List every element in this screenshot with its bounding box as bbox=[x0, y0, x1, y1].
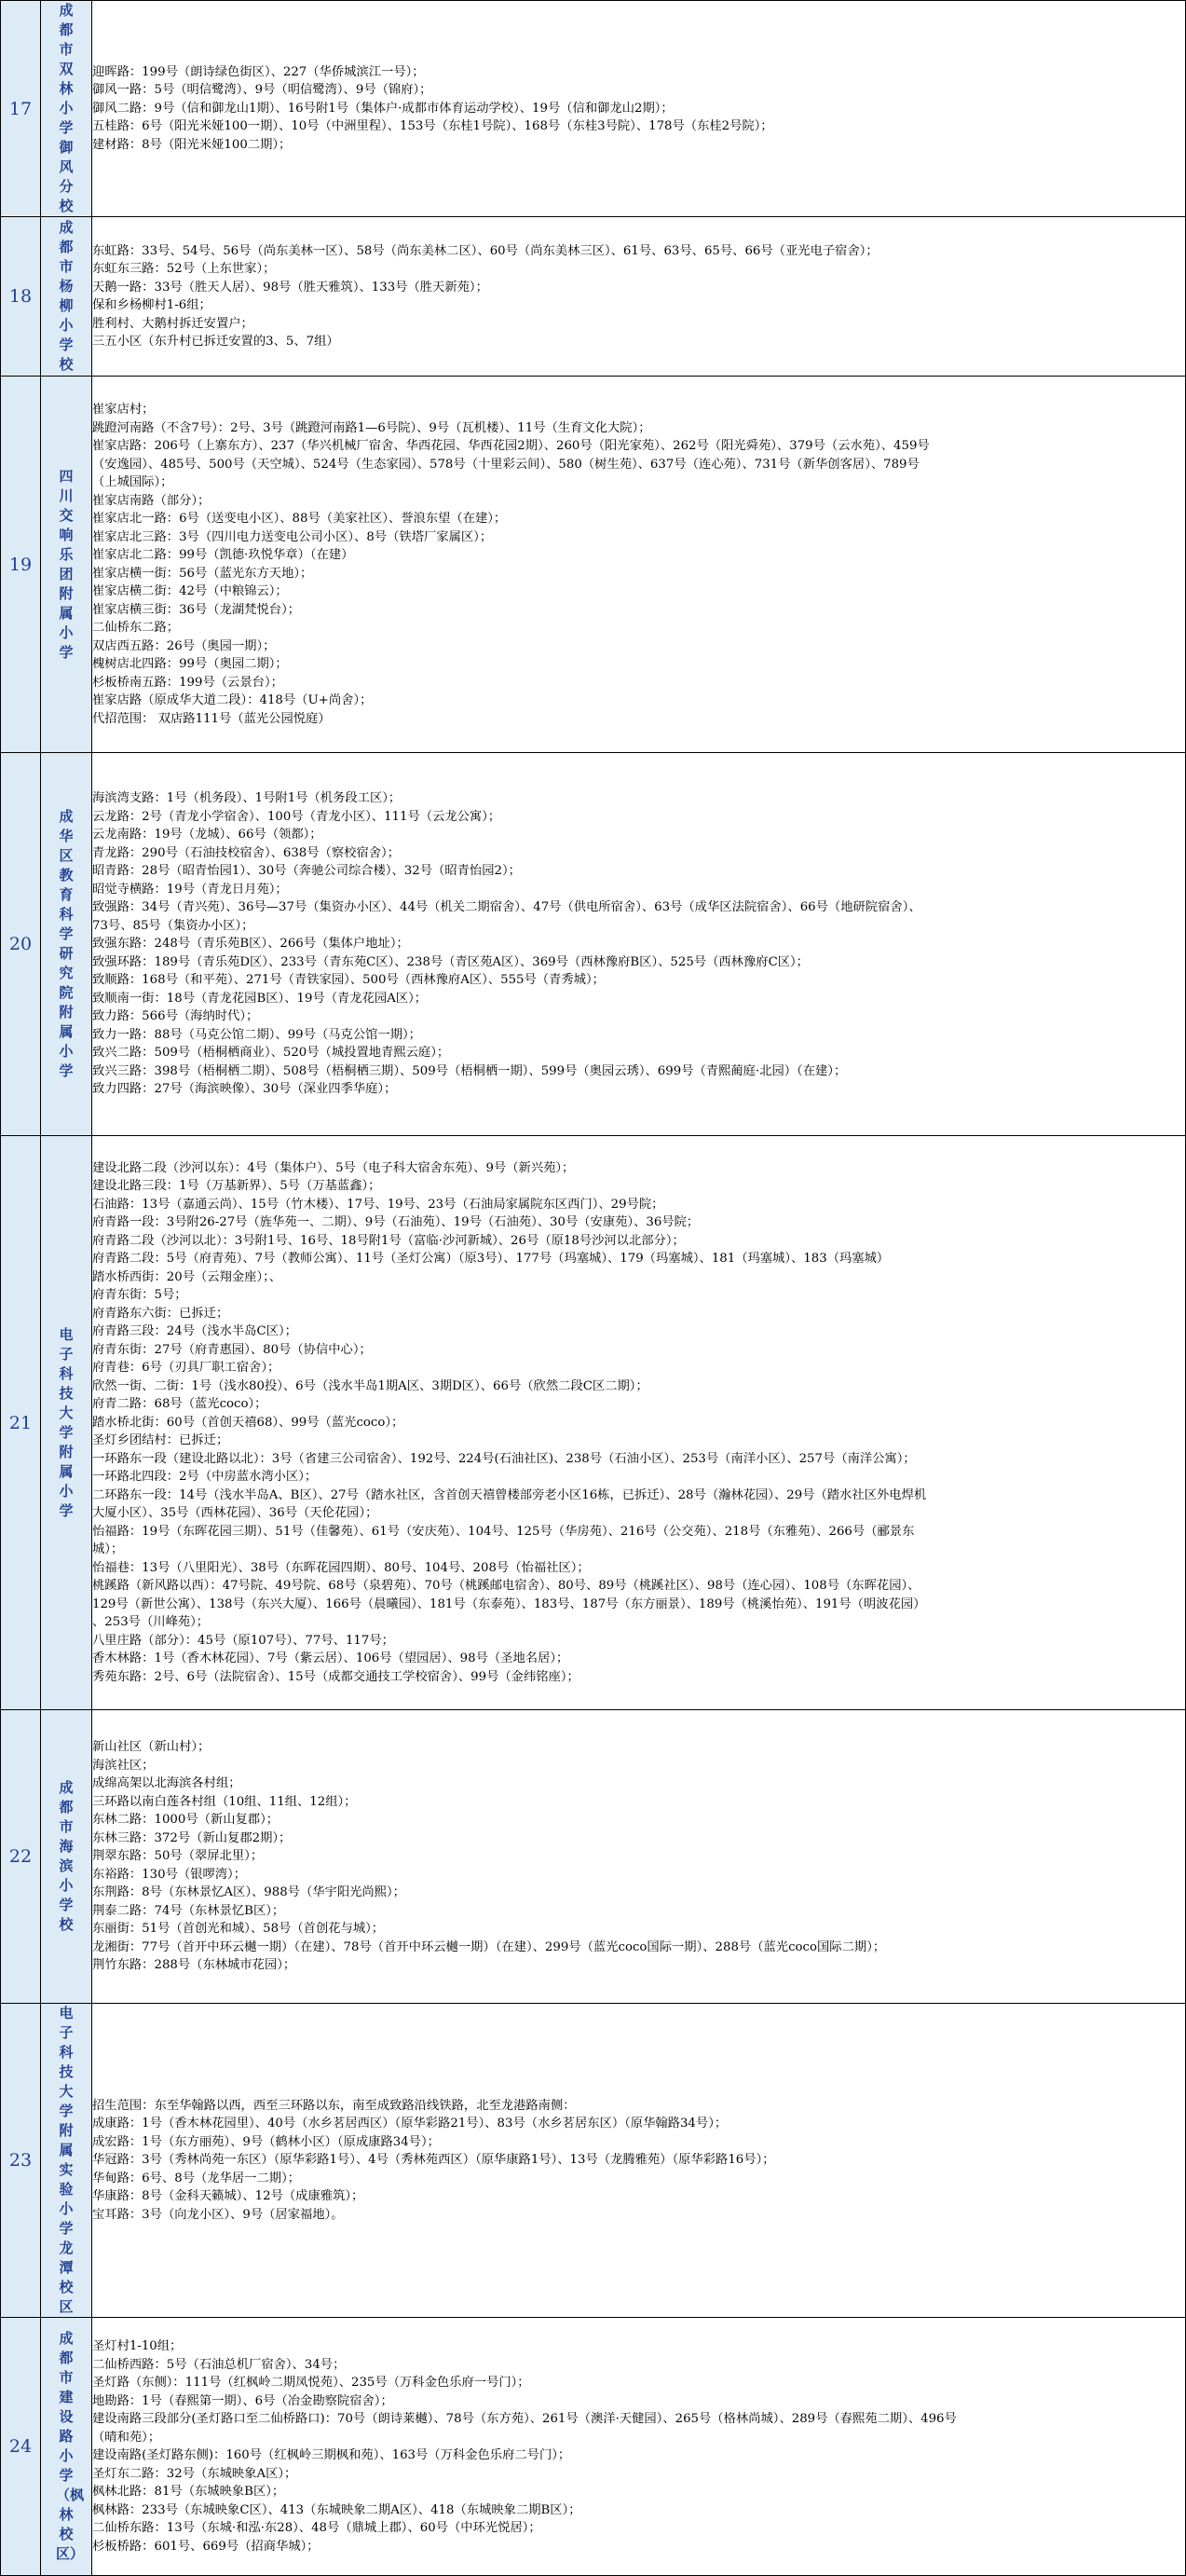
school-cell bbox=[41, 753, 92, 1136]
address-line: 枫林路：233号（东城映象C区）、413（东城映象二期A区）、418（东城映象二期B区）； bbox=[92, 2502, 581, 2517]
address-line: 二仙桥西路：5号（石油总机厂宿舍）、34号； bbox=[92, 2357, 346, 2372]
table-row bbox=[1, 2318, 1186, 2576]
address-line: 成康路：1号（香木林花园里）、40号（水乡茗居西区）（原华彩路21号）、83号（水乡茗居东区）（原华翰路34号）； bbox=[92, 2117, 728, 2131]
school-name: 电子科技大学附属实验小学龙潭校区 bbox=[59, 2005, 74, 2315]
school-name: 成都市杨柳小学校 bbox=[59, 219, 74, 373]
address-line: 73号、85号（集资办小区）； bbox=[92, 918, 254, 933]
table-row bbox=[1, 753, 1186, 1136]
address-line: 建设南路三段部分(圣灯路口至二仙桥路口)：70号（朗诗莱樾）、78号（东方苑）、261号（澳洋·天健园）、265号（格林尚城）、289号（春熙苑二期）、496号 bbox=[92, 2412, 957, 2426]
address-line: 天鹅一路：33号（胜天人居）、98号（胜天雅筑）、133号（胜天新苑）； bbox=[92, 280, 488, 295]
address-line: 圣灯东二路：32号（东城映象A区）； bbox=[92, 2466, 297, 2481]
address-line: 东虹东三路：52号（上东世家）； bbox=[92, 262, 276, 276]
address-line: 荆竹东路：288号（东林城市花园）； bbox=[92, 1958, 296, 1973]
address-line: 胜利村、大鹅村拆迁安置户； bbox=[92, 316, 253, 331]
address-line: 杉板桥路：601号、669号（招商华城）； bbox=[92, 2539, 320, 2554]
address-line: 怡福巷：13号（八里阳光）、38号（东晖花园四期）、80号、104号、208号（怡福社区）； bbox=[92, 1560, 590, 1575]
school-cell bbox=[41, 2004, 92, 2318]
address-line: 五桂路：6号（阳光米娅100一期）、10号（中洲里程）、153号（东桂1号院）、168号（东桂3号院）、178号（东桂2号院）； bbox=[92, 119, 773, 134]
address-line: 崔家店北二路：99号（凯德·玖悦华章）（在建） bbox=[92, 548, 354, 562]
address-line: 华冠路：3号（秀林尚苑一东区）（原华彩路1号）、4号（秀林苑西区）（原华康路1号）、13号（龙腾雅苑）（原华彩路16号）； bbox=[92, 2153, 775, 2168]
table-row bbox=[1, 2004, 1186, 2318]
address-line: 华甸路：6号、8号（龙华居一二期）； bbox=[92, 2171, 301, 2185]
address-line: 致兴三路：398号（梧桐栖二期）、508号（梧桐栖三期）、509号（梧桐栖一期）、599号（奥园云琇）、699号（青熙蔺庭·北园）（在建）； bbox=[92, 1063, 847, 1078]
school-cell bbox=[41, 2318, 92, 2576]
address-line: 八里庄路（部分）：45号（原107号）、77号、117号； bbox=[92, 1633, 394, 1648]
address-line: 东丽街：51号（首创光和城）、58号（首创花与城）； bbox=[92, 1922, 385, 1937]
address-line: 保和乡杨柳村1-6组； bbox=[92, 298, 211, 312]
school-name: 电子科技大学附属小学 bbox=[59, 1325, 74, 1519]
address-line: 府青路一段：3号附26-27号（旌华苑一、二期）、9号（石油苑）、19号（石油苑）、30号（安康苑）、36号院； bbox=[92, 1215, 700, 1230]
address-line: （上城国际）； bbox=[92, 475, 173, 489]
address-line: 怡福路：19号（东晖花园三期）、51号（佳馨苑）、61号（安庆苑）、104号、125号（华房苑）、216号（公交苑）、218号（东雅苑）、266号（郦景东 bbox=[92, 1524, 915, 1539]
address-line: 宝耳路：3号（向龙小区）、9号（居家福地）。 bbox=[92, 2207, 344, 2222]
address-line: 龙湘街：77号（首开中环云樾一期）（在建）、78号（首开中环云樾一期）（在建）、299号（蓝光coco国际一期）、288号（蓝光coco国际二期）； bbox=[92, 1939, 886, 1954]
address-line: 地勘路：1号（春熙第一期）、6号（冶金勘察院宿舍）； bbox=[92, 2393, 393, 2408]
address-line: （晴和苑）； bbox=[92, 2430, 161, 2445]
address-line: 昭觉寺横路：19号（青龙日月苑）； bbox=[92, 882, 288, 897]
address-line: 崔家店横二街：42号（中粮锦云）； bbox=[92, 584, 288, 598]
address-line: 致力一路：88号（马克公馆二期）、99号（马克公馆一期）； bbox=[92, 1027, 421, 1042]
address-range-cell bbox=[92, 753, 1186, 1136]
row-number: 23 bbox=[1, 2004, 41, 2318]
address-line: 崔家店北一路：6号（送变电小区）、88号（美家社区）、誉浪东望（在建）； bbox=[92, 512, 507, 526]
address-line: 一环路北四段：2号（中房蓝水湾小区）； bbox=[92, 1470, 318, 1485]
address-line: 华康路：8号（金科天籁城）、12号（成康雅筑）； bbox=[92, 2189, 364, 2204]
row-number: 17 bbox=[1, 1, 41, 217]
address-line: 致强东路：248号（青乐苑B区）、266号（集体户地址）； bbox=[92, 937, 409, 952]
address-line: 府青路二段：5号（府青苑）、7号（教师公寓）、11号（圣灯公寓）（原3号）、177号（玛塞城）、179（玛塞城）、181（玛塞城）、183（玛塞城） bbox=[92, 1252, 890, 1267]
address-line: 踏水桥北街：60号（首创天禧68）、99号（蓝光coco）； bbox=[92, 1415, 404, 1430]
address-line: 致顺路：168号（和平苑）、271号（青铁家园）、500号（西林豫府A区）、555号（青秀城）； bbox=[92, 973, 605, 988]
table-row bbox=[1, 1710, 1186, 2004]
address-line: 东裕路：130号（银啰湾）； bbox=[92, 1867, 246, 1882]
address-line: 府青路东六街：已拆迁； bbox=[92, 1306, 229, 1321]
address-line: 成宏路：1号（东方丽苑）、9号（鹤林小区）（原成康路34号）； bbox=[92, 2134, 440, 2149]
table-row bbox=[1, 1136, 1186, 1710]
address-line: 二环路东一段：14号（浅水半岛A、B区）、27号（踏水社区，含首创天禧曾楼部旁老小区16栋，已拆迁）、28号（瀚林花园）、29号（踏水社区外电焊机 bbox=[92, 1487, 927, 1502]
address-line: 槐树店北四路：99号（奥园二期）； bbox=[92, 657, 288, 671]
address-line: （安逸园）、485号、500号（天空城）、524号（生态家园）、578号（十里彩云间）、580（树生苑）、637号（连心苑）、731号（新华创客居）、789号 bbox=[92, 457, 920, 472]
address-line: 青龙路：290号（石油技校宿舍）、638号（察校宿舍）； bbox=[92, 845, 400, 860]
address-range-cell bbox=[92, 1710, 1186, 2004]
address-line: 崔家店路：206号（上寨东方）、237（华兴机械厂宿舍、华西花园、华西花园2期）、260号（阳光家苑）、262号（阳光舜苑）、379号（云水苑）、459号 bbox=[92, 439, 930, 453]
address-line: 荆泰二路：74号（东林景忆B区）； bbox=[92, 1903, 285, 1918]
address-range-cell bbox=[92, 2318, 1186, 2576]
address-line: 二仙桥东路：13号（东城·和泓·东28）、48号（鼎城上郡）、60号（中环光悦居）； bbox=[92, 2521, 541, 2535]
address-line: 代招范围： 双店路111号（蓝光公园悦庭） bbox=[92, 711, 331, 726]
address-line: 杉板桥南五路：199号（云景台）； bbox=[92, 675, 283, 690]
address-line: 昭青路：28号（昭青怡园1）、30号（奔驰公司综合楼）、32号（昭青怡园2）； bbox=[92, 864, 521, 879]
address-range-cell bbox=[92, 217, 1186, 377]
row-number: 22 bbox=[1, 1710, 41, 2004]
address-line: 迎晖路：199号（朗诗绿色街区）、227（华侨城滨江一号）； bbox=[92, 64, 425, 79]
address-line: 圣灯路（东侧）：111号（红枫岭二期凤悦苑）、235号（万科金色乐府一号门）； bbox=[92, 2376, 530, 2390]
address-line: 建材路：8号（阳光米娅100二期）； bbox=[92, 137, 292, 152]
address-line: 崔家店北三路：3号（四川电力送变电公司小区）、8号（铁塔厂家属区）； bbox=[92, 529, 493, 544]
address-line: 府青东街：27号（府青惠园）、80号（协信中心）； bbox=[92, 1342, 372, 1357]
address-line: 致顺南一街：18号（青龙花园B区）、19号（青龙花园A区）； bbox=[92, 991, 428, 1006]
address-line: 建设南路(圣灯路东侧)：160号（红枫岭三期枫和苑）、163号（万科金色乐府二号门）； bbox=[92, 2448, 571, 2462]
address-line: 御风二路：9号（信和御龙山1期）、16号附1号（集体户·成都市体育运动学校）、19号（信和御龙山2期）； bbox=[92, 101, 674, 116]
address-line: 欣然一街、二街：1号（浅水80投）、6号（浅水半岛1期A区、3期D区）、66号（欣然二段C区二期）； bbox=[92, 1378, 648, 1393]
address-line: 府青路三段：24号（浅水半岛C区）； bbox=[92, 1324, 297, 1339]
address-line: 枫林北路：81号（东城映象B区）； bbox=[92, 2485, 285, 2499]
row-number: 18 bbox=[1, 217, 41, 377]
row-number: 20 bbox=[1, 753, 41, 1136]
row-number: 21 bbox=[1, 1136, 41, 1710]
address-line: 桃蹊路（新风路以西）：47号院、49号院、68号（泉碧苑）、70号（桃蹊邮电宿舍）、80号、89号（桃蹊社区）、98号（连心园）、108号（东晖花园）、 bbox=[92, 1579, 920, 1594]
row-number: 24 bbox=[1, 2318, 41, 2576]
address-line: 东林三路：372号（新山复郡2期）； bbox=[92, 1830, 292, 1845]
address-line: 二仙桥东二路； bbox=[92, 621, 180, 635]
address-line: 崔家店路（原成华大道二段）：418号（U+尚舍）； bbox=[92, 693, 373, 707]
school-cell bbox=[41, 377, 92, 753]
address-line: 秀苑东路：2号、6号（法院宿舍）、15号（成都交通技工学校宿舍）、99号（金纬铭座）； bbox=[92, 1669, 579, 1684]
school-cell bbox=[41, 1, 92, 217]
address-line: 云龙南路：19号（龙城）、66号（领都）； bbox=[92, 828, 322, 843]
address-line: 新山社区（新山村）； bbox=[92, 1740, 211, 1755]
address-line: 三五小区（东升村已拆迁安置的3、5、7组） bbox=[92, 335, 339, 349]
address-line: 建设北路三段：1号（万基新界）、5号（万基蓝鑫）； bbox=[92, 1179, 381, 1194]
address-line: 崔家店横一街：56号（蓝光东方天地）； bbox=[92, 566, 313, 581]
address-line: 御风一路：5号（明信鹭湾）、9号（明信鹭湾）、9号（锦府）； bbox=[92, 83, 432, 98]
address-line: 致力路：566号（海纳时代）； bbox=[92, 1009, 259, 1024]
address-line: 云龙路：2号（青龙小学宿舍）、100号（青龙小区）、111号（云龙公寓）； bbox=[92, 809, 501, 824]
address-range-cell bbox=[92, 1, 1186, 217]
address-line: 府青二路：68号（蓝光coco）； bbox=[92, 1397, 267, 1412]
address-line: 三环路以南白莲各村组（10组、11组、12组）； bbox=[92, 1794, 357, 1809]
address-line: 香木林路：1号（香木林花园）、7号（紫云居）、106号（望园居）、98号（圣地名居）； bbox=[92, 1651, 569, 1666]
address-line: 石油路：13号（嘉通云尚）、15号（竹木楼）、17号、19号、23号（石油局家属院东区西门）、29号院； bbox=[92, 1197, 664, 1212]
address-line: 崔家店南路（部分）； bbox=[92, 493, 211, 508]
school-cell bbox=[41, 217, 92, 377]
address-line: 双店西五路：26号（奥园一期）； bbox=[92, 638, 276, 653]
school-name: 四川交响乐团附属小学 bbox=[59, 467, 74, 661]
table-row bbox=[1, 1, 1186, 217]
address-line: 圣灯村1-10组； bbox=[92, 2339, 183, 2353]
school-name: 成都市海滨小学校 bbox=[59, 1779, 74, 1933]
school-cell bbox=[41, 1136, 92, 1710]
address-line: 致力四路：27号（海滨映像）、30号（深业四季华庭）； bbox=[92, 1082, 397, 1097]
address-line: 大厦小区）、35号（西林花园）、36号（天伦花园）； bbox=[92, 1506, 378, 1521]
table-row bbox=[1, 217, 1186, 377]
row-number: 19 bbox=[1, 377, 41, 753]
address-line: 东荆路：8号（东林景忆A区）、988号（华宇阳光尚熙）； bbox=[92, 1885, 405, 1900]
address-line: 崔家店村； bbox=[92, 403, 155, 417]
address-line: 致强路：34号（青兴苑）、36号—37号（集资办小区）、44号（机关二期宿舍）、47号（供电所宿舍）、63号（成华区法院宿舍）、66号（地研院宿舍）、 bbox=[92, 900, 921, 915]
address-line: 府青路二段（沙河以北）：3号附1号、16号、18号附1号（富临·沙河新城）、26号（原18号沙河以北部分）； bbox=[92, 1233, 685, 1248]
address-line: 海滨社区； bbox=[92, 1758, 155, 1773]
address-line: 129号（新世公寓）、138号（东兴大厦）、166号（晨曦园）、181号（东泰苑）、183号、187号（东方丽景）、189号（桃溪怡苑）、191号（明波花园） bbox=[92, 1596, 926, 1611]
address-line: 东虹路：33号、54号、56号（尚东美林一区）、58号（尚东美林二区）、60号（尚东美林三区）、61号、63号、65号、66号（亚光电子宿舍）； bbox=[92, 243, 879, 258]
address-line: 府青东街：5号； bbox=[92, 1288, 187, 1303]
address-line: 成绵高架以北海滨各村组； bbox=[92, 1776, 241, 1791]
address-line: 招生范围：东至华翰路以西，西至三环路以东，南至成致路沿线铁路，北至龙港路南侧： bbox=[92, 2098, 576, 2113]
address-range-cell bbox=[92, 2004, 1186, 2318]
address-line: 府青巷：6号（刃具厂职工宿舍）； bbox=[92, 1361, 280, 1376]
table-row bbox=[1, 377, 1186, 753]
address-line: 跳蹬河南路（不含7号）：2号、3号（跳蹬河南路1—6号院）、9号（瓦机楼）、11号（生育文化大院）； bbox=[92, 420, 651, 435]
school-cell bbox=[41, 1710, 92, 2004]
address-line: 、253号（川峰苑）； bbox=[92, 1615, 210, 1630]
school-name: 成华区教育科学研究院附属小学 bbox=[59, 808, 74, 1079]
address-range-cell bbox=[92, 1136, 1186, 1710]
address-line: 一环路东一段（建设北路以北）：3号（省建三公司宿舍）、192号、224号(石油社区)、238号（石油小区）、253号（南洋小区）、257号（南洋公寓）； bbox=[92, 1451, 916, 1466]
address-line: 海滨湾支路：1号（机务段）、1号附1号（机务段工区）； bbox=[92, 791, 402, 806]
address-line: 建设北路二段（沙河以东）：4号（集体户）、5号（电子科大宿舍东苑）、9号（新兴苑）； bbox=[92, 1160, 575, 1175]
address-line: 城）； bbox=[92, 1542, 124, 1557]
school-name: 成都市双林小学御风分校 bbox=[59, 2, 74, 214]
address-line: 致兴二路：509号（梧桐栖商业）、520号（城投置地青熙云庭）； bbox=[92, 1046, 450, 1061]
address-line: 东林二路：1000号（新山复郡）； bbox=[92, 1813, 279, 1828]
address-line: 踏水桥西街：20号（云翔金座）；、 bbox=[92, 1269, 282, 1284]
address-range-cell bbox=[92, 377, 1186, 753]
table-body bbox=[1, 1, 1186, 2576]
address-line: 崔家店横三街：36号（龙湖梵悦台）； bbox=[92, 602, 301, 617]
address-line: 圣灯乡团结村：已拆迁； bbox=[92, 1433, 229, 1448]
address-line: 致强环路：189号（青乐苑D区）、233号（青东苑C区）、238号（青区苑A区）、369号（西林豫府B区）、525号（西林豫府C区）； bbox=[92, 954, 809, 969]
school-name: 成都市建设路小学（枫林校区） bbox=[56, 2330, 85, 2562]
address-line: 荆翠东路：50号（翠屏北里）； bbox=[92, 1849, 264, 1864]
